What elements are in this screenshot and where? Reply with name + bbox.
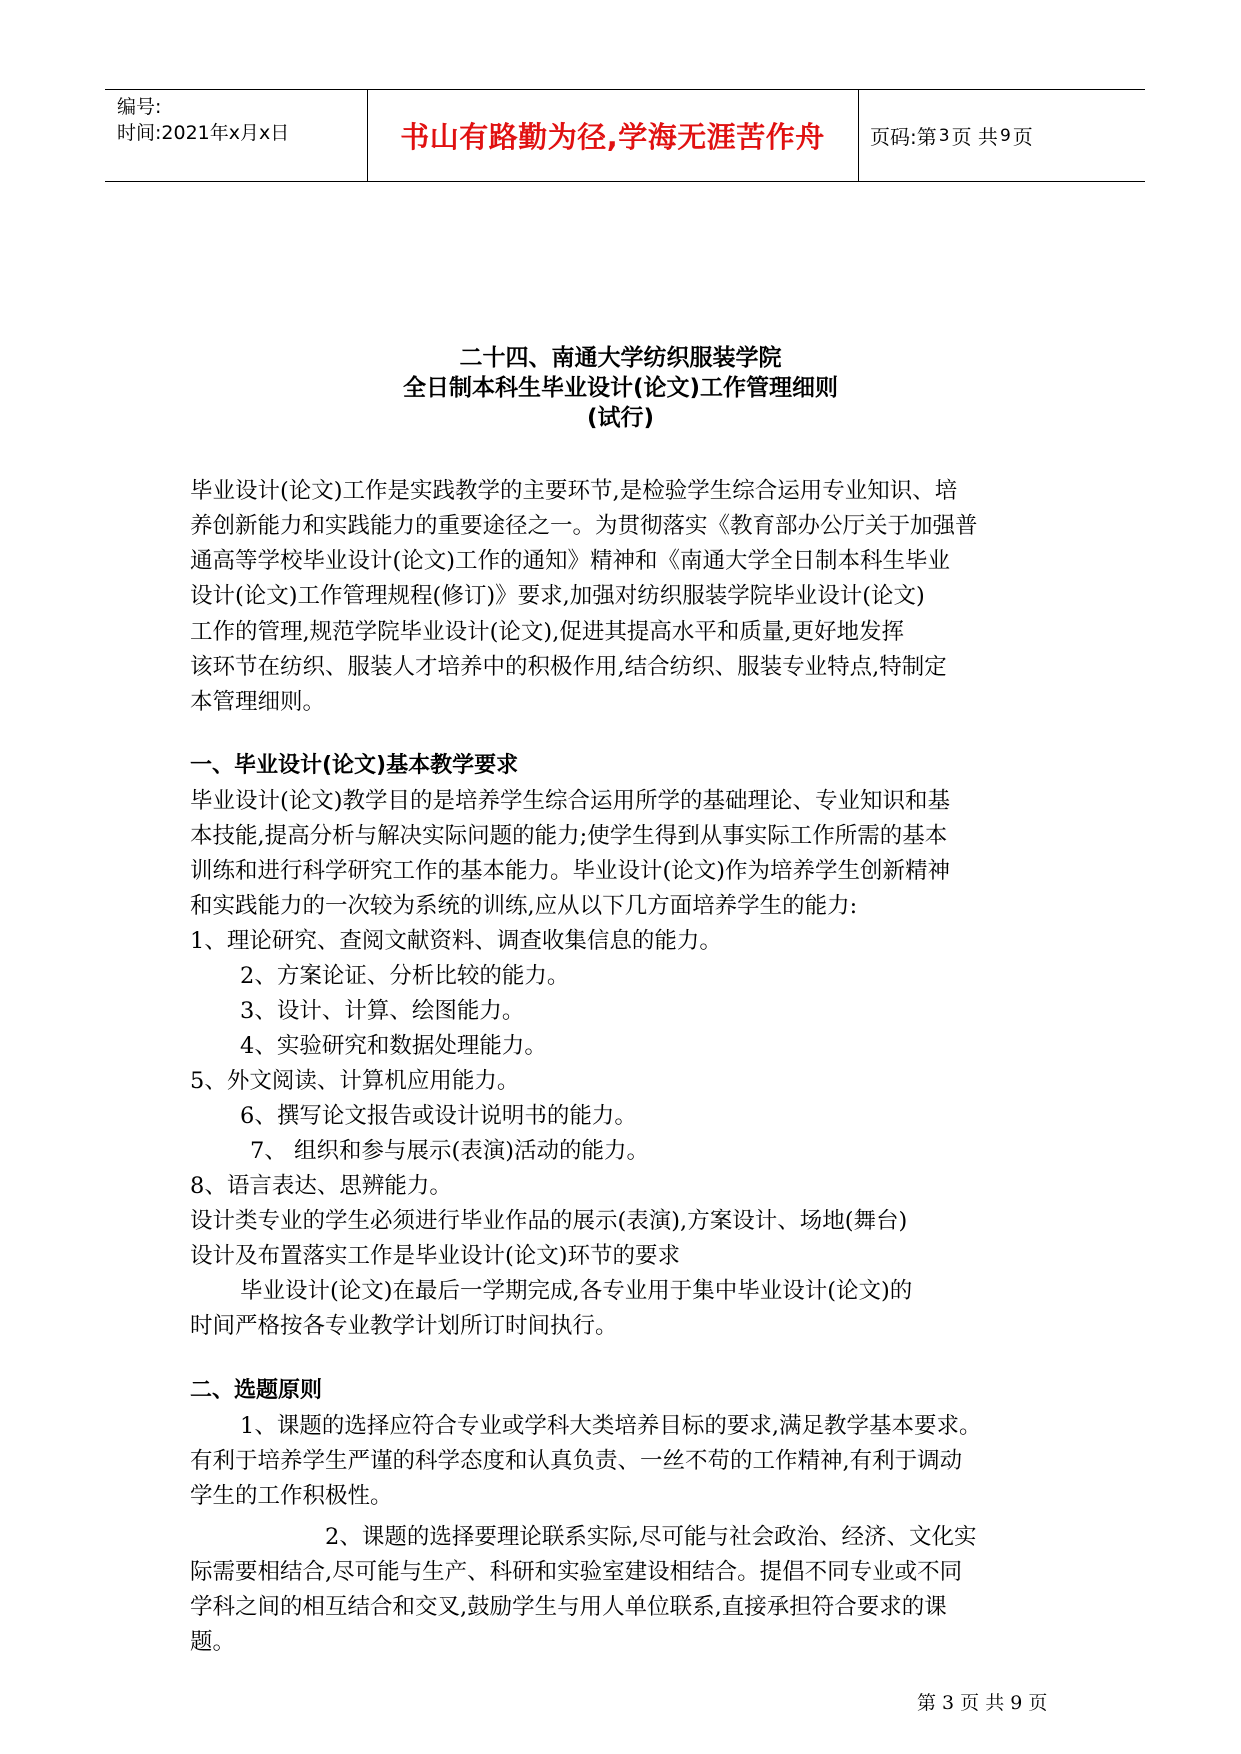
list-item: 8、语言表达、思辨能力。 [190, 1173, 452, 1199]
body-line: 和实践能力的一次较为系统的训练,应从以下几方面培养学生的能力: [190, 893, 858, 919]
body-line: 2、课题的选择要理论联系实际,尽可能与社会政治、经济、文化实 [325, 1524, 977, 1550]
section-heading-1: 一、毕业设计(论文)基本教学要求 [190, 753, 519, 778]
document-title [0, 343, 1241, 433]
page-total: 9 [999, 125, 1011, 146]
body-line: 学生的工作积极性。 [190, 1483, 393, 1509]
header-motto: 书山有路勤为径,学海无涯苦作舟 [400, 120, 825, 154]
body-line: 有利于培养学生严谨的科学态度和认真负责、一丝不苟的工作精神,有利于调动 [190, 1448, 963, 1474]
header-page-info [870, 90, 1145, 181]
list-item: 4、实验研究和数据处理能力。 [240, 1033, 547, 1059]
page-suffix: 页 [1012, 125, 1033, 149]
number-label: 编号: [117, 96, 162, 118]
time-label: 时间:2021年x月x日 [117, 122, 290, 144]
body-line: 设计(论文)工作管理规程(修订)》要求,加强对纺织服装学院毕业设计(论文) [190, 583, 925, 609]
body-line: 通高等学校毕业设计(论文)工作的通知》精神和《南通大学全日制本科生毕业 [190, 548, 951, 574]
page-number: 3 [938, 125, 950, 146]
page-prefix: 页码:第 [870, 125, 937, 149]
body-line: 毕业设计(论文)工作是实践教学的主要环节,是检验学生综合运用专业知识、培 [190, 478, 958, 504]
body-line: 工作的管理,规范学院毕业设计(论文),促进其提高水平和质量,更好地发挥 [190, 619, 905, 645]
body-line: 训练和进行科学研究工作的基本能力。毕业设计(论文)作为培养学生创新精神 [190, 858, 951, 884]
header-divider [858, 90, 859, 181]
body-line: 养创新能力和实践能力的重要途径之一。为贯彻落实《教育部办公厅关于加强普 [190, 513, 978, 539]
body-line: 题。 [190, 1629, 236, 1655]
body-line: 本管理细则。 [190, 689, 326, 715]
body-line: 该环节在纺织、服装人才培养中的积极作用,结合纺织、服装专业特点,特制定 [190, 654, 947, 680]
title-line-1: 二十四、南通大学纺织服装学院 [459, 345, 782, 371]
header-table [105, 89, 1145, 182]
list-item: 5、外文阅读、计算机应用能力。 [190, 1068, 520, 1094]
title-line-2: 全日制本科生毕业设计(论文)工作管理细则 [402, 375, 839, 401]
list-item: 1、理论研究、查阅文献资料、调查收集信息的能力。 [190, 928, 722, 954]
list-item: 6、撰写论文报告或设计说明书的能力。 [240, 1103, 637, 1129]
body-line: 毕业设计(论文)教学目的是培养学生综合运用所学的基础理论、专业知识和基 [190, 788, 951, 814]
list-item: 2、方案论证、分析比较的能力。 [240, 963, 570, 989]
body-line: 际需要相结合,尽可能与生产、科研和实验室建设相结合。提倡不同专业或不同 [190, 1559, 963, 1585]
body-line: 本技能,提高分析与解决实际问题的能力;使学生得到从事实际工作所需的基本 [190, 823, 948, 849]
body-line: 毕业设计(论文)在最后一学期完成,各专业用于集中毕业设计(论文)的 [240, 1278, 913, 1304]
body-line: 1、课题的选择应符合专业或学科大类培养目标的要求,满足教学基本要求。 [240, 1413, 982, 1439]
body-line: 设计类专业的学生必须进行毕业作品的展示(表演),方案设计、场地(舞台) [190, 1208, 908, 1234]
body-line: 时间严格按各专业教学计划所订时间执行。 [190, 1313, 618, 1339]
title-line-3: (试行) [586, 405, 655, 431]
list-item: 7、 组织和参与展示(表演)活动的能力。 [250, 1138, 650, 1164]
section-heading-2: 二、选题原则 [190, 1378, 323, 1403]
body-line: 设计及布置落实工作是毕业设计(论文)环节的要求 [190, 1243, 681, 1269]
list-item: 3、设计、计算、绘图能力。 [240, 998, 525, 1024]
body-line: 学科之间的相互结合和交叉,鼓励学生与用人单位联系,直接承担符合要求的课 [190, 1594, 947, 1620]
header-left-cell [117, 94, 289, 146]
page-mid: 页 共 [951, 125, 998, 149]
page-footer: 第 3 页 共 9 页 [917, 1692, 1048, 1714]
